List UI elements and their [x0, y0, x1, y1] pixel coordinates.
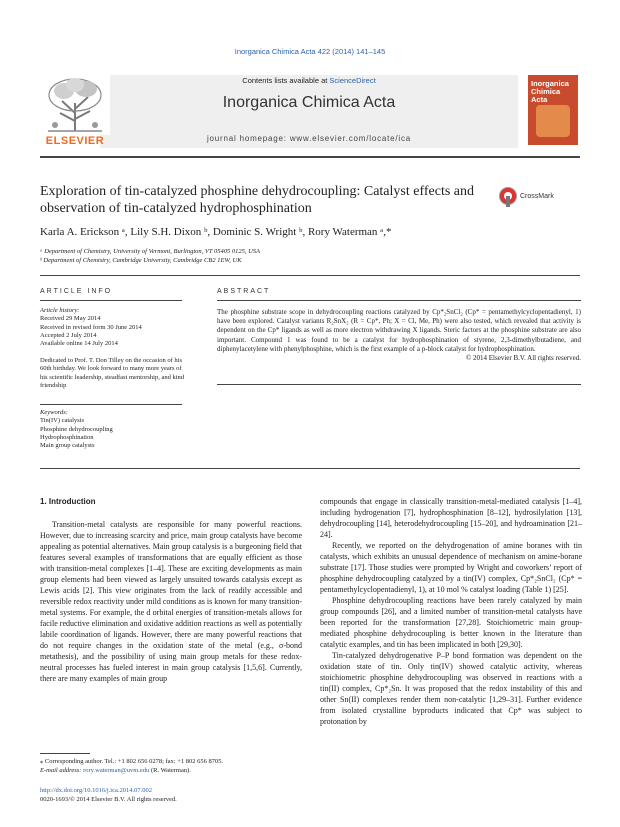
keyword-item: Hydrophosphination [40, 433, 94, 441]
journal-title: Inorganica Chimica Acta [222, 94, 396, 111]
article-title: Exploration of tin-catalyzed phosphine dehydrocoupling: Catalyst effects and observation of tin-catalyzed hydrophosphination [40, 184, 475, 216]
abstract-rule-top [217, 300, 581, 301]
article-info-heading: ARTICLE INFO [40, 288, 113, 295]
header-divider [40, 156, 580, 158]
history-received: Received 29 May 2014 [40, 315, 101, 323]
keyword-item: Tin(IV) catalysis [40, 417, 84, 425]
keyword-item: Phosphine dehydrocoupling [40, 425, 113, 433]
crossmark-icon[interactable] [498, 186, 518, 208]
publisher-logo-text[interactable]: ELSEVIER [45, 135, 105, 147]
journal-cover-thumbnail[interactable] [528, 75, 578, 145]
article-info-rule [40, 300, 182, 301]
doi-link[interactable]: http://dx.doi.org/10.1016/j.ica.2014.07.002 [40, 787, 153, 794]
bottom-publication-info [40, 787, 302, 804]
abstract-heading: ABSTRACT [217, 288, 271, 295]
keyword-item: Main group catalysts [40, 442, 95, 450]
author-list: Karla A. Erickson ᵃ, Lily S.H. Dixon ᵇ, Dominic S. Wright ᵇ, Rory Waterman ᵃ,* [40, 226, 392, 238]
footnote [40, 758, 302, 775]
dedication: Dedicated to Prof. T. Don Tilley on the occasion of his 60th birthday. We look forward to many more years of his scientific leadership, steadfast mentorship, and kind friendship [40, 357, 185, 389]
intro-paragraph-1: Transition-metal catalysts are responsible for many powerful reactions. However, due to increasing scarcity and price, main group catalysts have become appealing as potential alternatives. Main group catalysis is a burgeoning field that features several examples of transformations that are equally efficient as those with transition-metal complexes [1–4]. These are exciting developments as main group elements had been viewed as largely unsuited towards catalysis except as Lewis acids [2]. This view originates from the lack of readily accessible and reversible redox reactivity under mild conditions as is known for many transition-metal systems. For example, the d orbital energies of transition-metals allows for facile reductive elimination and oxidative addition reactions as well as potentially labile coordination of ligands. However, there are many powerful reactions that do not require changes in the oxidation state of the metal (e.g., σ-bond metathesis), and the possibility of using main group metals for these redox-neutral processes has fueled interest in main group catalysis [1,5,6]. Currently, there are many examples of main group [40, 520, 302, 683]
history-accepted: Accepted 2 July 2014 [40, 331, 97, 339]
article-history [40, 307, 190, 348]
contents-prefix: Contents lists available at [242, 76, 328, 85]
body-left-column [40, 496, 302, 684]
journal-homepage[interactable]: journal homepage: www.elsevier.com/locate/ica [206, 134, 412, 143]
abstract-rule-bottom [217, 384, 581, 385]
intro-paragraph-2: Recently, we reported on the dehydrogenation of amine boranes with tin catalysts, which exhibits an unusual dependence of mechanism on amine-borane substrate [17]. Those studies were prompted by Wright and coworkers’ report of phosphine dehydrocoupling catalyzed by a tin(IV) complex, Cp*₂SnCl₂ (Cp* = pentamethylcyclopentadienyl, 1), at 10 mol % catalyst loading (Table 1) [25]. [320, 541, 582, 594]
journal-citation[interactable]: Inorganica Chimica Acta 422 (2014) 141–145 [234, 47, 386, 56]
history-label: Article history: [40, 307, 80, 314]
crossmark-label[interactable]: CrossMark [520, 193, 554, 200]
cover-artwork [536, 105, 570, 137]
intro-paragraph-3: Phosphine dehydrocoupling reactions have been rarely catalyzed by main group compounds [26], and a limited number of transition-metal catalysts have been reported for the transformation [27,28]. Stoichiometric main group-mediated phosphine dehydrocoupling is better known in the literature than catalytic examples, and tin has been implicated in both [29,30]. [320, 596, 582, 649]
cover-title-line1: Inorganica [531, 79, 569, 88]
footnote-rule [40, 753, 90, 754]
corresponding-author-note: ⁎ Corresponding author. Tel.: +1 802 656 0278; fax: +1 802 656 8705. [40, 758, 224, 765]
affiliation-a: ᵃ Department of Chemistry, University of Vermont, Burlington, VT 05405 0125, USA [40, 248, 261, 255]
history-revised: Received in revised form 30 June 2014 [40, 323, 142, 331]
intro-paragraph-4: Tin-catalyzed dehydrogenative P–P bond formation was dependent on the oxidation state of tin. Only tin(IV) showed catalytic activity, whereas stoichiometric phosphine dehydrocoupling was observed in reactions with a tin(II) complex, Cp*₂Sn. It was proposed that the redox instability of this and other Sn(II) complexes render them non-catalytic [1,29–31]. Further evidence from isolated crystalline byproducts indicated that Cp* was subject to protonation by [320, 651, 582, 726]
email-link[interactable]: rory.waterman@uvm.edu [83, 766, 150, 774]
issn-copyright: 0020-1693/© 2014 Elsevier B.V. All rights reserved. [40, 795, 177, 803]
keywords-block [40, 409, 190, 450]
body-right-column [320, 496, 582, 727]
email-label: E-mail address: [40, 766, 82, 774]
cover-title-line2: Chimica Acta [531, 87, 561, 104]
email-suffix: (R. Waterman). [150, 766, 191, 774]
section-heading-introduction: 1. Introduction [40, 497, 96, 506]
sciencedirect-link[interactable]: ScienceDirect [329, 76, 376, 85]
contents-line [100, 76, 518, 85]
history-online: Available online 14 July 2014 [40, 340, 118, 348]
affiliation-divider [40, 275, 580, 276]
intro-paragraph-cont: compounds that engage in classically transition-metal-mediated catalysis [1–4], including hydrogenation [7], hydrophosphination [8–12], hydrosilylation [13], dehydrocoupling [14], heterodehydrocoupling [15–20], and hydroamination [21–24]. [320, 497, 582, 539]
abstract-copyright: © 2014 Elsevier B.V. All rights reserved. [465, 354, 581, 363]
affiliation-b: ᵇ Department of Chemistry, Cambridge University, Cambridge CB2 1EW, UK [40, 257, 242, 264]
keywords-rule [40, 404, 182, 405]
email-line [40, 767, 302, 776]
keywords-label: Keywords: [40, 409, 68, 416]
front-matter-divider [40, 468, 580, 469]
abstract-body [217, 308, 581, 363]
abstract-text: The phosphine substrate scope in dehydrocoupling reactions catalyzed by Cp*₂SnCl₂ (Cp* = pentamethylcyclopentadienyl, 1) have been explored. Catalyst variants R₂SnX₂ (R = Cp*, Ph; X = Cl, Me, Ph) were also tested, which revealed that activity is dependent on the Cp* ligands as well as more electron withdrawing X ligands. Steric factors at the phosphine substrate are also important. Compound 1 was found to be a catalyst for hydrophosphination of styrene, 2,3-dimethylbutadiene, and diphenylacetylene with phenylphosphine, which is the first example of a p-block catalyst for hydrophosphination. [217, 308, 581, 353]
